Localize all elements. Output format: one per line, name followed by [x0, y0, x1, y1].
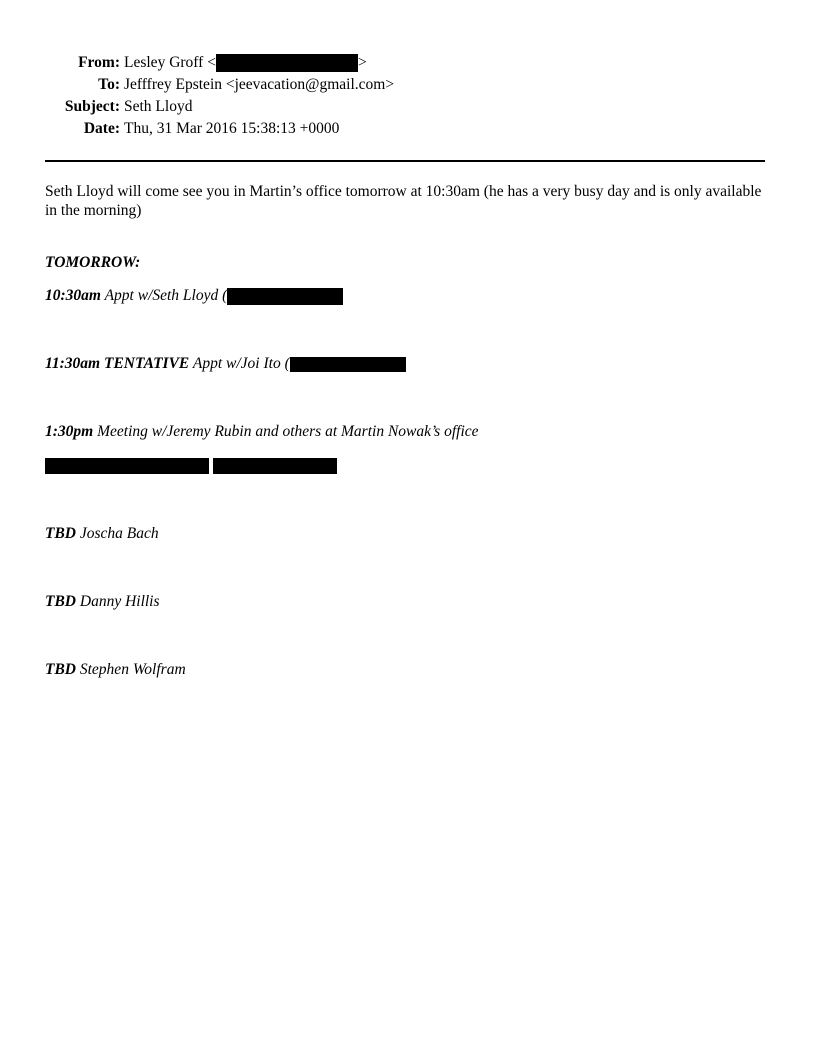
- schedule-time: TBD: [45, 661, 76, 678]
- schedule-time: TBD: [45, 525, 76, 542]
- schedule-text: Stephen Wolfram: [79, 661, 186, 678]
- schedule-time: 11:30am TENTATIVE: [45, 355, 190, 372]
- redaction-block: [290, 357, 406, 372]
- email-header: [0, 52, 816, 140]
- subject-label: Subject:: [64, 98, 120, 115]
- schedule-item: [45, 660, 186, 680]
- from-close: >: [357, 54, 367, 71]
- date-value: Thu, 31 Mar 2016 15:38:13 +0000: [124, 120, 340, 137]
- to-value: Jefffrey Epstein <jeevacation@gmail.com>: [124, 76, 395, 93]
- redaction-block: [213, 458, 337, 474]
- subject-value: Seth Lloyd: [124, 98, 193, 115]
- header-divider: [45, 160, 765, 162]
- schedule-time: TBD: [45, 593, 76, 610]
- from-value: [120, 52, 367, 74]
- intro-text: Seth Lloyd will come see you in Martin’s office tomorrow at 10:30am (he has a very busy day and is only available in the morning): [45, 183, 762, 219]
- schedule-item: [45, 354, 406, 374]
- subject-row: [0, 96, 816, 118]
- redaction-block: [45, 458, 209, 474]
- redacted-address-line: [45, 456, 337, 476]
- schedule-text: Appt w/Seth Lloyd (: [104, 287, 228, 304]
- schedule-item: [45, 524, 159, 544]
- from-label: From:: [78, 54, 120, 71]
- schedule-time: 1:30pm: [45, 423, 94, 440]
- schedule-text: Appt w/Joi Ito (: [192, 355, 290, 372]
- schedule-text: Danny Hillis: [79, 593, 160, 610]
- to-row: [0, 74, 816, 96]
- to-label: To:: [98, 76, 120, 93]
- from-row: [0, 52, 816, 74]
- schedule-item: [45, 286, 343, 306]
- redaction-block: [216, 54, 358, 72]
- email-body: [45, 182, 765, 678]
- schedule-item: [45, 422, 479, 442]
- schedule-item: [45, 592, 160, 612]
- schedule-time: 10:30am: [45, 287, 101, 304]
- schedule-text: Joscha Bach: [79, 525, 159, 542]
- redaction-block: [227, 288, 343, 305]
- tomorrow-heading: TOMORROW:: [45, 254, 141, 271]
- date-row: [0, 118, 816, 140]
- from-name: Lesley Groff <: [124, 54, 216, 71]
- date-label: Date:: [83, 120, 120, 137]
- schedule-text: Meeting w/Jeremy Rubin and others at Martin Nowak’s office: [97, 423, 479, 440]
